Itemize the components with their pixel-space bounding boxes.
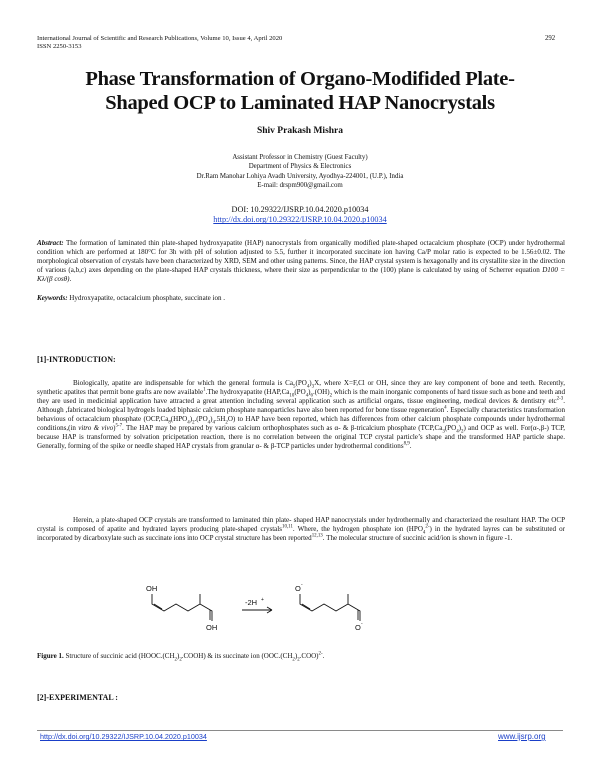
text-run: (HPO (170, 415, 188, 424)
doi-block (0, 205, 600, 226)
reaction-arrow-label: -2H (245, 598, 258, 607)
acid-top-double-bond (154, 604, 162, 609)
subscript: 2 (461, 429, 464, 435)
succinic-acid-structure-figure (140, 580, 390, 640)
reaction-arrow (242, 607, 272, 613)
citation: 8,9 (403, 441, 410, 447)
citation: 1 (203, 387, 206, 393)
affiliation-university: Dr.Ram Manohar Lohiya Avadh University, Ayodhya-224001, (U.P.), India (196, 172, 404, 180)
citation: 12,13 (311, 533, 323, 539)
subscript: 2 (174, 657, 177, 663)
figure-1-caption (37, 651, 325, 663)
keywords-text: Hydroxyapatite, octacalcium phosphate, succinate ion . (67, 294, 226, 302)
affiliation-department: Department of Physics & Electronics (248, 163, 352, 171)
text-run: . The HAP may be prepared by various calcium orthophosphates such as α- & β-tricalcium phosphate (TCP,Ca (122, 424, 443, 433)
running-header (37, 35, 282, 51)
text-run: O) to HAP have been reported, which has differences from other calcium phosphate compounds under hydrothermal conditions,(in (37, 415, 565, 433)
ion-bottom-o-label: O (355, 623, 361, 632)
text-run: X, where X=F,Cl or OH, since they are key component of bone and teeth. Recently, synthetic apatites that permit bone grafts are now available (37, 379, 565, 397)
text-run: ) (189, 415, 193, 424)
ion-top-o-label: O (295, 584, 301, 593)
text-run: ) (113, 424, 116, 433)
doi-link[interactable]: http://dx.doi.org/10.29322/IJSRP.10.04.2020.p10034 (213, 215, 387, 225)
affiliation-email: E-mail: drspm900@gmail.com (257, 182, 343, 190)
keywords (37, 294, 565, 303)
ion-bottom-charge: - (361, 621, 363, 627)
citation: 5-7 (115, 423, 123, 429)
author-name: Shiv Prakash Mishra (256, 126, 344, 136)
subscript: 8 (168, 420, 171, 426)
figure-1-label: Figure 1. (37, 652, 64, 660)
text-run: ) in the hydrated layres can be substituted or incorporated by dicarboxylate such as succinate ions into OCP crystal structure has been reported (37, 525, 565, 543)
subscript: 4 (422, 530, 426, 536)
text-run: ) (308, 388, 311, 397)
subscript: 3 (311, 384, 315, 390)
citation: 4 (444, 405, 447, 411)
text-run: .COOH) & its succinate ion (OOC.(CH (181, 652, 293, 660)
text-run: (PO (294, 388, 306, 397)
intro-paragraph-1 (37, 379, 565, 451)
subscript: 4 (305, 393, 309, 399)
subscript: 2 (179, 657, 182, 663)
subscript: 10 (289, 393, 295, 399)
doi-text: DOI: 10.29322/IJSRP.10.04.2020.p10034 (231, 205, 369, 214)
text-run: .The hydroxyapatite (HAP,Ca (205, 388, 290, 397)
subscript: 4 (306, 384, 310, 390)
subscript: 2 (192, 420, 195, 426)
text-run: .5H (214, 415, 226, 424)
text-run: Structure of succinic acid (HOOC.(CH (63, 652, 175, 660)
text-run: (PO (444, 424, 457, 433)
section-heading-introduction: [1]-INTRODUCTION: (37, 355, 116, 364)
text-run: ) (309, 379, 312, 387)
text-run: .(PO (194, 415, 208, 424)
subscript: 2 (292, 657, 295, 663)
journal-name: International Journal of Scientific and Research Publications, Volume 10, Issue 4, April 2020 (37, 35, 283, 42)
scherrer-equation: D100 = Kλ/(β cosθ) (37, 266, 565, 284)
superscript: 2- (318, 651, 323, 657)
section-heading-experimental: [2]-EXPERIMENTAL : (37, 693, 118, 702)
text-run: . The molecular structure of succinic acid/ion is shown in figure -1. (322, 534, 513, 543)
text-run: ) (458, 424, 462, 433)
text-run: Biologically, apatite are indispensable for which the general formula is Ca (73, 379, 293, 387)
affiliation-role: Assistant Professor in Chemistry (Guest Faculty) (232, 154, 368, 161)
subscript: 2 (329, 393, 333, 399)
citation: 2-3 (556, 396, 564, 402)
text-run: ) (210, 415, 213, 424)
subscript: 4 (187, 420, 190, 426)
intro-paragraph-2 (37, 516, 565, 543)
text-run: ) (176, 652, 180, 660)
subscript: 5 (293, 384, 296, 390)
abstract-text: The formation of laminated thin plate-shaped hydroxyapatite (HAP) nanocrystals from organically modified plate-shaped octacalcium phosphate (OCP) under hydrothermal condition which are performed at 180°C for 3h with pH of solution adjusted to 5.5, further it incorporated succinate ion having Ca/P molar ratio is expected to be 1.56±0.02. The morphological observation of crystals have been characterized by XRD, SEM and other using patterns. Since, the HAP crystal system is hexagonally and its crystallite size in the direction of various (a,b,c) axes depending on the plate-shaped HAP crystals thickness, where their size as perpendicular to the (100) plane is calculated by using of Scherrer equation (37, 239, 565, 275)
issn: ISSN 2250-3153 (37, 43, 82, 51)
italic-run: vitro & vivo (78, 424, 114, 433)
subscript: 4 (212, 420, 215, 426)
text-run: (PO (295, 379, 307, 387)
subscript: 6 (310, 393, 313, 399)
paper-title (40, 67, 560, 115)
footer-divider (37, 730, 563, 731)
subscript: 4 (207, 420, 211, 426)
abstract-end: . (69, 275, 72, 284)
text-run: ) and OCP as well. For(α-,β-) TCP, because HAP is transformed by solvation pricipetation reaction, there is no correlation between the original TCP crystal particle’s shape and the transformed HAP particle shape. Generally, forming of the spike or needle shaped HAP crystals from granular α- & β-TCP particles under hydrothermal conditions (37, 424, 565, 451)
title-line-2: Shaped OCP to Laminated HAP Nanocrystals (105, 92, 495, 114)
text-run: . Although ,fabricated biological hydrogels loaded biphasic calcium phosphate nanoparticles have also been reported for bone tissue regeneration (37, 397, 565, 415)
subscript: 2 (297, 657, 300, 663)
text-run: .COO) (299, 652, 319, 660)
ion-top-charge: - (301, 582, 303, 588)
subscript: 4 (456, 429, 459, 435)
subscript: 3 (442, 429, 445, 435)
abstract-label: Abstract: (37, 239, 64, 247)
ion-skeleton (300, 594, 348, 611)
page-number: 292 (545, 35, 556, 42)
citation: 10,11 (282, 524, 293, 530)
text-run: which is the main inorganic components of hard tissue such as bone and teeth and they are used in medicinial application have attracted a great attention including several application such as artificial organs, tissue engineering, medical devices & dentistry etc (37, 388, 565, 406)
footer-site-link[interactable]: www.ijsrp.org (498, 732, 546, 741)
ion-top-double-bond (302, 604, 310, 609)
reaction-arrow-superscript: + (261, 597, 264, 603)
keywords-label: Keywords: (37, 294, 68, 302)
subscript: 2 (225, 420, 228, 426)
text-run: Herein, a plate-shaped OCP crystals are transformed to laminated thin plate- shaped HAP nanocrystals under hydrothermally and characterized the resultant HAP. The OCP crystal is composed of apatite and hydrated layers producing plate-shaped crystals (37, 516, 565, 534)
text-run: . Where, the hydrogen phosphate ion (HPO (292, 525, 423, 534)
text-run: ) (294, 652, 298, 660)
footer-doi-link[interactable]: http://dx.doi.org/10.29322/IJSRP.10.04.2020.p10034 (40, 732, 207, 741)
text-run: . (409, 442, 412, 451)
text-run: . (322, 652, 325, 660)
acid-bottom-oh-label: OH (206, 623, 218, 632)
affiliation-block (0, 153, 600, 191)
acid-top-oh-label: OH (146, 584, 158, 593)
title-line-1: Phase Transformation of Organo-Modifided Plate- (85, 68, 515, 90)
text-run: .(OH) (312, 388, 330, 397)
text-run: . Especially characteristics transformation behavious of octacalcium phosphate (OCP,Ca (37, 406, 565, 424)
acid-skeleton (152, 594, 200, 611)
superscript: 2- (425, 524, 430, 530)
abstract (37, 239, 565, 284)
